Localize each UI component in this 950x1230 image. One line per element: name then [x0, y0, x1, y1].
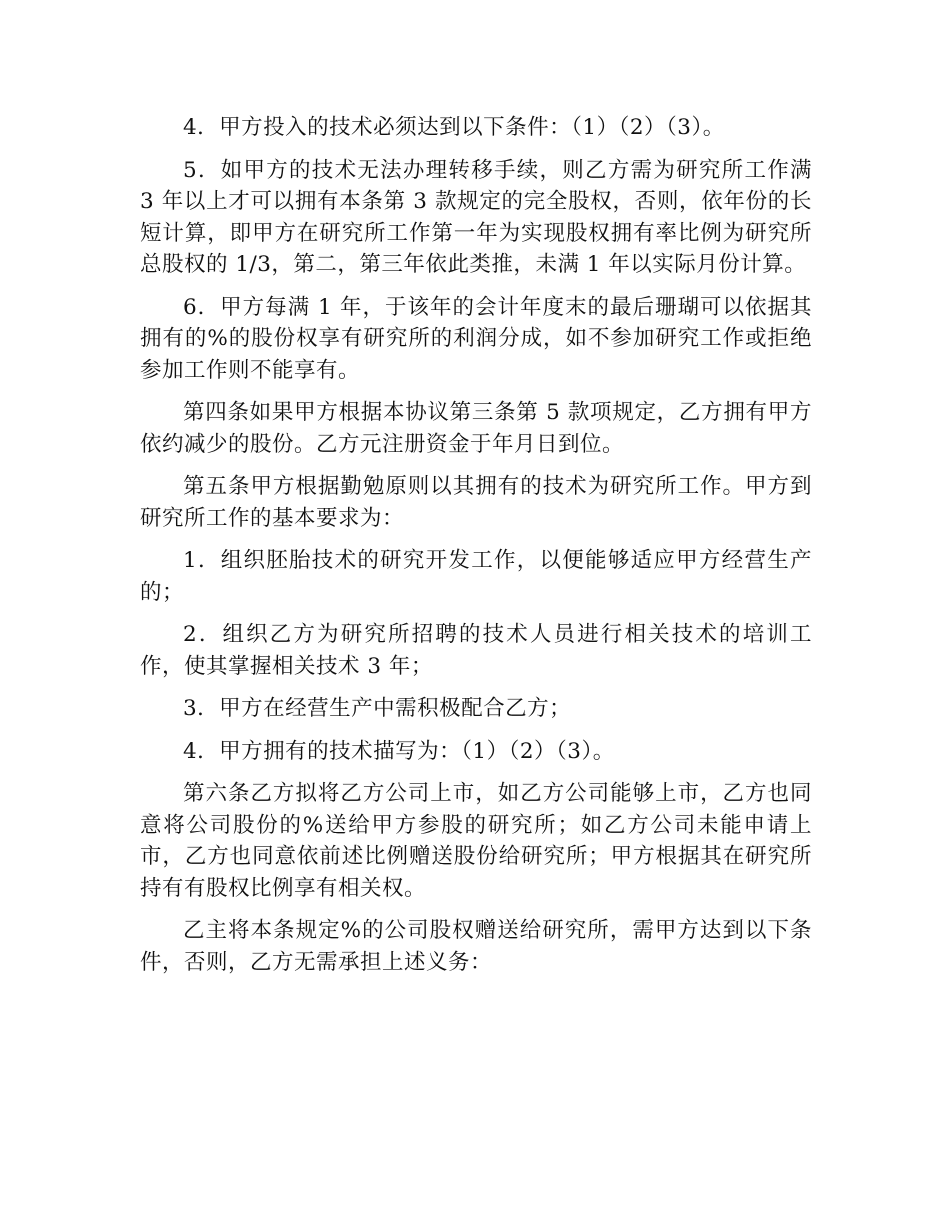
paragraph-transfer-procedure: 5．如甲方的技术无法办理转移手续，则乙方需为研究所工作满 3 年以上才可以拥有本条第 3 款规定的完全股权，否则，依年份的长短计算，即甲方在研究所工作第一年为实现股权拥有率比例为研究所总股权的 1/3，第二，第三年依此类推，未满 1 年以实际月份计算。: [140, 157, 812, 277]
paragraph-requirement-4: 4．甲方拥有的技术描写为：（1）（2）（3）。: [183, 738, 615, 764]
paragraph-requirement-3: 3．甲方在经营生产中需积极配合乙方；: [183, 696, 572, 721]
paragraph-article-5: 第五条甲方根据勤勉原则以其拥有的技术为研究所工作。甲方到研究所工作的基本要求为：: [140, 474, 812, 531]
paragraph-profit-sharing: 6．甲方每满 1 年，于该年的会计年度末的最后珊瑚可以依据其拥有的%的股份权享有研究所的利润分成，如不参加研究工作或拒绝参加工作则不能享有。: [140, 294, 812, 383]
paragraph-article-4: 第四条如果甲方根据本协议第三条第 5 款项规定，乙方拥有甲方依约减少的股份。乙方元注册资金于年月日到位。: [140, 400, 812, 457]
paragraph-article-6: 第六条乙方拟将乙方公司上市，如乙方公司能够上市，乙方也同意将公司股份的%送给甲方参股的研究所；如乙方公司未能申请上市，乙方也同意依前述比例赠送股份给研究所；甲方根据其在研究所持有有股权比例享有相关权。: [140, 781, 812, 901]
paragraph-tech-conditions: 4．甲方投入的技术必须达到以下条件：（1）（2）（3）。: [183, 115, 725, 140]
paragraph-requirement-1: 1．组织胚胎技术的研究开发工作，以便能够适应甲方经营生产的；: [140, 548, 812, 605]
paragraph-share-gift-conditions: 乙主将本条规定%的公司股权赠送给研究所，需甲方达到以下条件，否则，乙方无需承担上述义务：: [140, 918, 812, 975]
paragraph-requirement-2: 2．组织乙方为研究所招聘的技术人员进行相关技术的培训工作，使其掌握相关技术 3 年；: [140, 622, 812, 679]
document-body: [140, 112, 812, 989]
